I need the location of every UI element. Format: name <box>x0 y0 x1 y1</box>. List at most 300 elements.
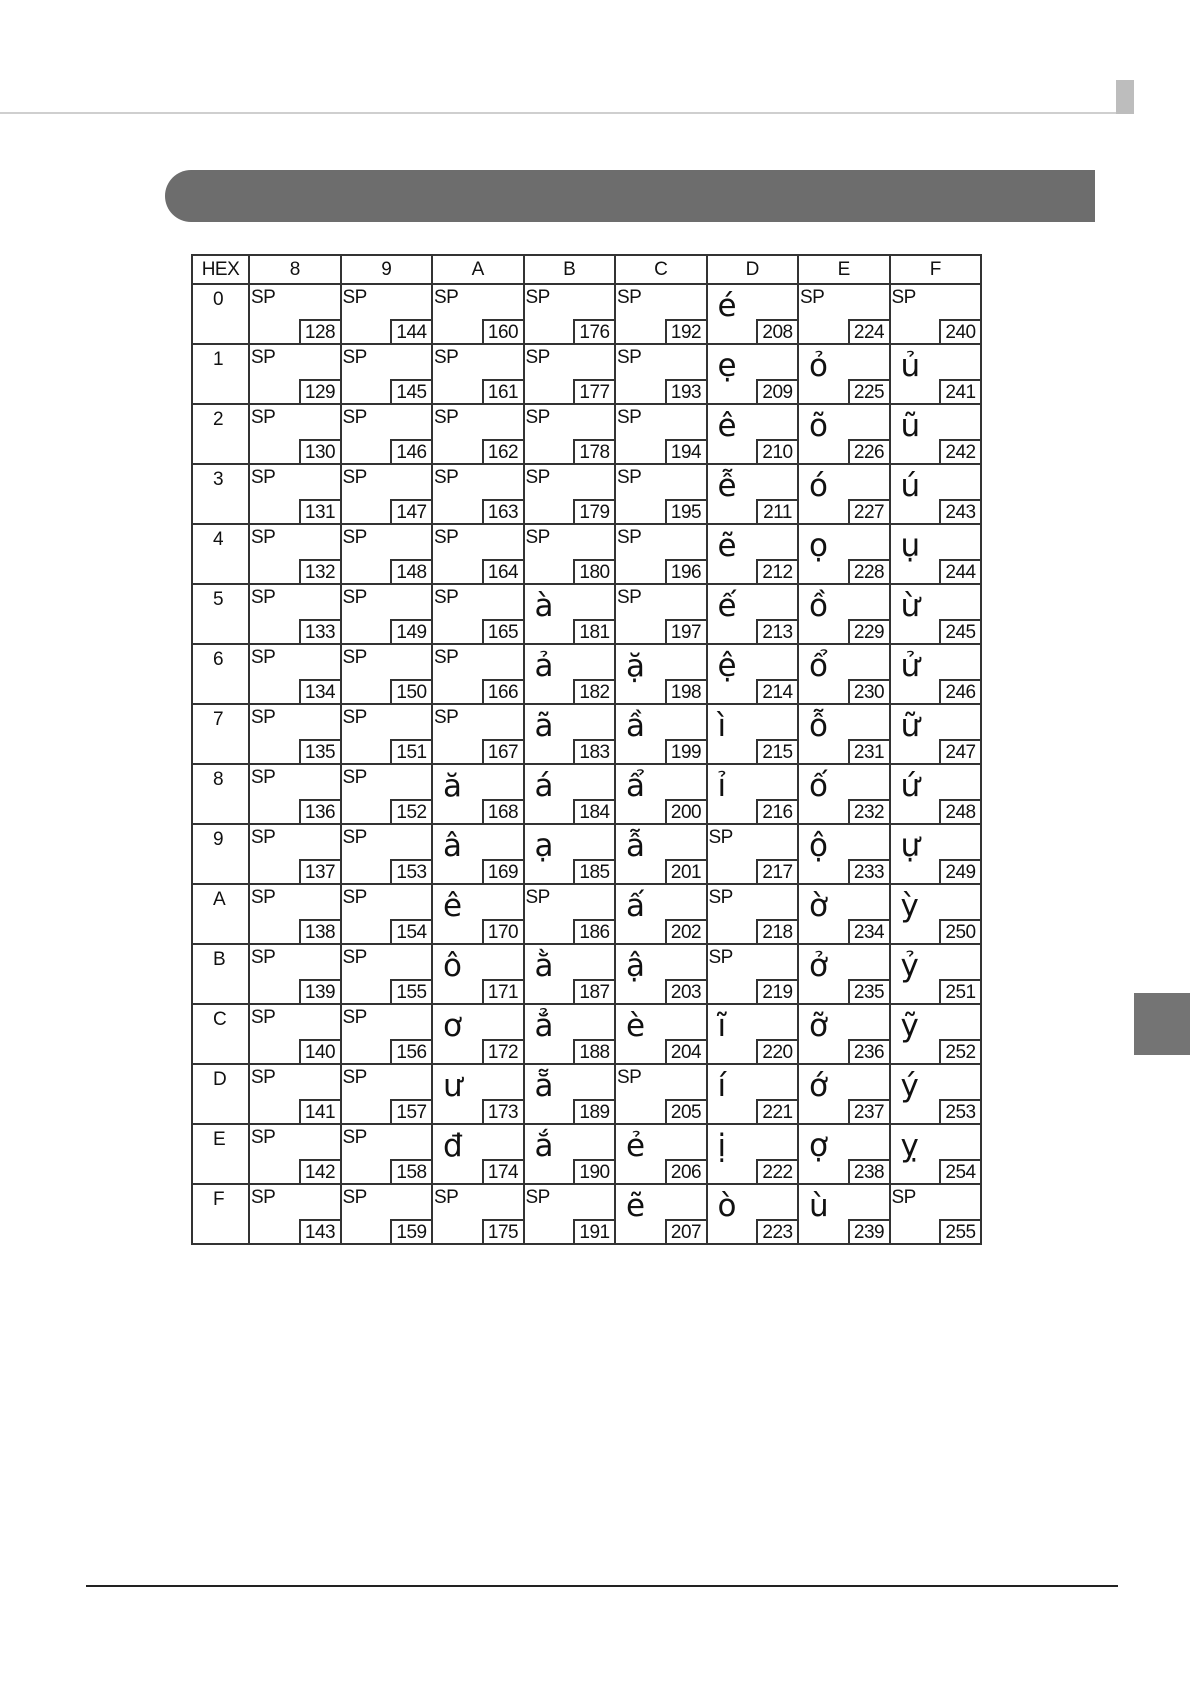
table-cell <box>798 1124 890 1184</box>
table-cell <box>798 1184 890 1244</box>
character-glyph: ộ <box>809 828 828 864</box>
character-glyph: ê <box>443 888 463 924</box>
decimal-code: 191 <box>573 1219 614 1243</box>
table-cell <box>707 764 799 824</box>
decimal-code: 168 <box>482 799 523 823</box>
decimal-code: 143 <box>299 1219 340 1243</box>
decimal-code: 129 <box>299 379 340 403</box>
decimal-code: 132 <box>299 559 340 583</box>
decimal-code: 222 <box>756 1159 797 1183</box>
decimal-code: 218 <box>756 919 797 943</box>
character-glyph: ắ <box>534 1128 554 1164</box>
space-label: SP <box>342 527 367 548</box>
decimal-code: 251 <box>939 979 980 1003</box>
character-glyph: ẫ <box>626 828 645 864</box>
table-cell <box>341 584 433 644</box>
space-label: SP <box>617 587 642 608</box>
table-cell <box>798 344 890 404</box>
decimal-code: 174 <box>482 1159 523 1183</box>
table-cell <box>890 584 982 644</box>
decimal-code: 212 <box>756 559 797 583</box>
decimal-code: 248 <box>939 799 980 823</box>
row-header: 1 <box>192 344 249 404</box>
space-label: SP <box>617 407 642 428</box>
space-label: SP <box>251 347 276 368</box>
table-cell <box>890 344 982 404</box>
table-cell <box>890 704 982 764</box>
column-header: D <box>707 255 799 284</box>
row-header: 9 <box>192 824 249 884</box>
decimal-code: 216 <box>756 799 797 823</box>
decimal-code: 131 <box>299 499 340 523</box>
decimal-code: 219 <box>756 979 797 1003</box>
space-label: SP <box>525 347 550 368</box>
table-cell <box>798 1064 890 1124</box>
table-row <box>192 764 981 824</box>
header-tab-marker <box>1116 80 1134 114</box>
table-cell <box>707 704 799 764</box>
space-label: SP <box>525 407 550 428</box>
decimal-code: 169 <box>482 859 523 883</box>
space-label: SP <box>708 947 733 968</box>
table-cell <box>341 944 433 1004</box>
decimal-code: 243 <box>939 499 980 523</box>
decimal-code: 153 <box>390 859 431 883</box>
table-cell <box>615 764 707 824</box>
character-glyph: ọ <box>809 528 828 564</box>
decimal-code: 176 <box>573 319 614 343</box>
character-glyph: â <box>443 828 462 864</box>
character-glyph: ổ <box>809 648 828 684</box>
decimal-code: 235 <box>848 979 889 1003</box>
decimal-code: 178 <box>573 439 614 463</box>
table-cell <box>890 884 982 944</box>
decimal-code: 146 <box>390 439 431 463</box>
row-header: D <box>192 1064 249 1124</box>
decimal-code: 189 <box>573 1099 614 1123</box>
table-cell <box>798 524 890 584</box>
space-label: SP <box>342 707 367 728</box>
character-glyph: ả <box>534 648 554 684</box>
table-cell <box>524 764 616 824</box>
character-glyph: ỷ <box>900 948 919 984</box>
table-cell <box>249 1004 341 1064</box>
table-cell <box>707 464 799 524</box>
decimal-code: 239 <box>848 1219 889 1243</box>
table-cell <box>524 284 616 344</box>
table-cell <box>249 464 341 524</box>
space-label: SP <box>617 347 642 368</box>
table-cell <box>432 884 524 944</box>
decimal-code: 199 <box>665 739 706 763</box>
decimal-code: 166 <box>482 679 523 703</box>
table-row <box>192 1064 981 1124</box>
character-glyph: ớ <box>809 1068 828 1104</box>
decimal-code: 173 <box>482 1099 523 1123</box>
decimal-code: 180 <box>573 559 614 583</box>
table-cell <box>341 284 433 344</box>
decimal-code: 162 <box>482 439 523 463</box>
table-cell <box>890 464 982 524</box>
table-cell <box>432 344 524 404</box>
decimal-code: 175 <box>482 1219 523 1243</box>
table-cell <box>890 1124 982 1184</box>
column-header: F <box>890 255 982 284</box>
character-glyph: ă <box>443 768 462 804</box>
space-label: SP <box>342 1007 367 1028</box>
space-label: SP <box>434 287 459 308</box>
table-cell <box>798 464 890 524</box>
character-glyph: ố <box>809 768 828 804</box>
space-label: SP <box>891 1187 916 1208</box>
table-cell <box>249 644 341 704</box>
table-row <box>192 404 981 464</box>
character-glyph: ẩ <box>626 768 645 804</box>
decimal-code: 138 <box>299 919 340 943</box>
table-cell <box>615 1124 707 1184</box>
character-glyph: ấ <box>626 888 645 924</box>
space-label: SP <box>342 767 367 788</box>
decimal-code: 245 <box>939 619 980 643</box>
table-cell <box>798 824 890 884</box>
table-cell <box>615 824 707 884</box>
character-glyph: ô <box>443 948 462 984</box>
character-glyph: è <box>626 1008 646 1044</box>
column-header: B <box>524 255 616 284</box>
space-label: SP <box>800 287 825 308</box>
row-header: 8 <box>192 764 249 824</box>
decimal-code: 172 <box>482 1039 523 1063</box>
decimal-code: 238 <box>848 1159 889 1183</box>
character-glyph: ì <box>717 708 727 744</box>
decimal-code: 217 <box>756 859 797 883</box>
character-glyph: ử <box>900 648 921 684</box>
column-header: C <box>615 255 707 284</box>
decimal-code: 232 <box>848 799 889 823</box>
table-cell <box>707 284 799 344</box>
decimal-code: 133 <box>299 619 340 643</box>
decimal-code: 142 <box>299 1159 340 1183</box>
decimal-code: 183 <box>573 739 614 763</box>
row-header: 3 <box>192 464 249 524</box>
decimal-code: 202 <box>665 919 706 943</box>
space-label: SP <box>434 647 459 668</box>
decimal-code: 242 <box>939 439 980 463</box>
table-cell <box>432 824 524 884</box>
decimal-code: 137 <box>299 859 340 883</box>
decimal-code: 188 <box>573 1039 614 1063</box>
space-label: SP <box>342 407 367 428</box>
character-glyph: ú <box>900 468 921 504</box>
character-glyph: õ <box>809 408 828 444</box>
table-cell <box>615 1184 707 1244</box>
decimal-code: 200 <box>665 799 706 823</box>
table-cell <box>341 1184 433 1244</box>
table-cell <box>615 464 707 524</box>
table-cell <box>341 1124 433 1184</box>
row-header: B <box>192 944 249 1004</box>
table-cell <box>341 704 433 764</box>
space-label: SP <box>342 647 367 668</box>
decimal-code: 194 <box>665 439 706 463</box>
decimal-code: 164 <box>482 559 523 583</box>
table-cell <box>798 284 890 344</box>
table-cell <box>707 1124 799 1184</box>
table-cell <box>249 884 341 944</box>
decimal-code: 140 <box>299 1039 340 1063</box>
decimal-code: 193 <box>665 379 706 403</box>
decimal-code: 195 <box>665 499 706 523</box>
space-label: SP <box>342 287 367 308</box>
table-cell <box>341 404 433 464</box>
decimal-code: 213 <box>756 619 797 643</box>
table-cell <box>524 944 616 1004</box>
decimal-code: 156 <box>390 1039 431 1063</box>
character-glyph: ý <box>900 1068 919 1104</box>
character-glyph: ẳ <box>534 1008 554 1044</box>
row-header: E <box>192 1124 249 1184</box>
decimal-code: 161 <box>482 379 523 403</box>
table-cell <box>615 1064 707 1124</box>
character-glyph: ứ <box>900 768 921 804</box>
decimal-code: 196 <box>665 559 706 583</box>
table-cell <box>524 524 616 584</box>
table-cell <box>707 824 799 884</box>
decimal-code: 237 <box>848 1099 889 1123</box>
row-header: 4 <box>192 524 249 584</box>
row-header: 2 <box>192 404 249 464</box>
table-header-row <box>192 255 981 284</box>
space-label: SP <box>617 527 642 548</box>
character-glyph: à <box>534 588 554 624</box>
row-header: 7 <box>192 704 249 764</box>
decimal-code: 179 <box>573 499 614 523</box>
table-cell <box>890 824 982 884</box>
space-label: SP <box>251 827 276 848</box>
decimal-code: 250 <box>939 919 980 943</box>
character-glyph: ê <box>717 408 737 444</box>
space-label: SP <box>434 587 459 608</box>
table-cell <box>524 824 616 884</box>
decimal-code: 182 <box>573 679 614 703</box>
space-label: SP <box>251 647 276 668</box>
space-label: SP <box>342 827 367 848</box>
table-cell <box>798 944 890 1004</box>
table-cell <box>524 704 616 764</box>
decimal-code: 144 <box>390 319 431 343</box>
row-header: F <box>192 1184 249 1244</box>
character-glyph: ẹ <box>717 348 737 384</box>
space-label: SP <box>251 287 276 308</box>
table-cell <box>798 1004 890 1064</box>
table-cell <box>707 1004 799 1064</box>
decimal-code: 228 <box>848 559 889 583</box>
table-cell <box>341 764 433 824</box>
table-cell <box>890 404 982 464</box>
table-cell <box>615 1004 707 1064</box>
decimal-code: 159 <box>390 1219 431 1243</box>
table-cell <box>341 824 433 884</box>
space-label: SP <box>251 887 276 908</box>
decimal-code: 185 <box>573 859 614 883</box>
table-cell <box>890 1064 982 1124</box>
space-label: SP <box>434 707 459 728</box>
table-cell <box>707 944 799 1004</box>
table-cell <box>249 524 341 584</box>
decimal-code: 252 <box>939 1039 980 1063</box>
decimal-code: 207 <box>665 1219 706 1243</box>
table-cell <box>615 284 707 344</box>
character-glyph: ở <box>809 948 828 984</box>
table-cell <box>432 944 524 1004</box>
character-glyph: ẵ <box>534 1068 554 1104</box>
table-cell <box>341 644 433 704</box>
space-label: SP <box>434 407 459 428</box>
space-label: SP <box>708 887 733 908</box>
decimal-code: 220 <box>756 1039 797 1063</box>
decimal-code: 206 <box>665 1159 706 1183</box>
table-cell <box>432 1004 524 1064</box>
decimal-code: 147 <box>390 499 431 523</box>
decimal-code: 225 <box>848 379 889 403</box>
table-cell <box>432 644 524 704</box>
space-label: SP <box>708 827 733 848</box>
character-glyph: á <box>534 768 554 804</box>
decimal-code: 209 <box>756 379 797 403</box>
table-cell <box>341 884 433 944</box>
table-cell <box>707 524 799 584</box>
table-cell <box>341 1004 433 1064</box>
table-row <box>192 284 981 344</box>
decimal-code: 227 <box>848 499 889 523</box>
table-row <box>192 884 981 944</box>
column-header: A <box>432 255 524 284</box>
hex-corner-header: HEX <box>192 255 249 284</box>
decimal-code: 215 <box>756 739 797 763</box>
table-cell <box>432 704 524 764</box>
space-label: SP <box>891 287 916 308</box>
character-glyph: ằ <box>534 948 554 984</box>
table-cell <box>432 1064 524 1124</box>
table-cell <box>707 1064 799 1124</box>
column-header: 8 <box>249 255 341 284</box>
table-cell <box>524 1124 616 1184</box>
table-cell <box>249 1124 341 1184</box>
character-code-table <box>191 254 982 1245</box>
decimal-code: 224 <box>848 319 889 343</box>
space-label: SP <box>251 407 276 428</box>
space-label: SP <box>251 1067 276 1088</box>
table-cell <box>798 704 890 764</box>
decimal-code: 192 <box>665 319 706 343</box>
decimal-code: 234 <box>848 919 889 943</box>
decimal-code: 203 <box>665 979 706 1003</box>
space-label: SP <box>251 947 276 968</box>
space-label: SP <box>434 347 459 368</box>
space-label: SP <box>342 1127 367 1148</box>
table-row <box>192 1124 981 1184</box>
decimal-code: 170 <box>482 919 523 943</box>
space-label: SP <box>251 467 276 488</box>
header-rule <box>0 112 1134 114</box>
row-header: A <box>192 884 249 944</box>
decimal-code: 150 <box>390 679 431 703</box>
table-cell <box>890 524 982 584</box>
space-label: SP <box>525 527 550 548</box>
character-glyph: ó <box>809 468 828 504</box>
space-label: SP <box>434 467 459 488</box>
decimal-code: 135 <box>299 739 340 763</box>
table-cell <box>615 344 707 404</box>
character-glyph: ị <box>717 1128 727 1164</box>
table-cell <box>524 1004 616 1064</box>
character-glyph: ồ <box>809 588 828 624</box>
space-label: SP <box>525 467 550 488</box>
decimal-code: 230 <box>848 679 889 703</box>
decimal-code: 148 <box>390 559 431 583</box>
decimal-code: 171 <box>482 979 523 1003</box>
decimal-code: 223 <box>756 1219 797 1243</box>
decimal-code: 139 <box>299 979 340 1003</box>
space-label: SP <box>251 587 276 608</box>
character-glyph: ù <box>809 1188 829 1224</box>
character-glyph: ệ <box>717 648 737 684</box>
character-glyph: ặ <box>626 648 645 684</box>
section-title-bar <box>165 170 1095 222</box>
character-glyph: ư <box>443 1068 463 1104</box>
decimal-code: 231 <box>848 739 889 763</box>
table-body <box>192 284 981 1244</box>
decimal-code: 167 <box>482 739 523 763</box>
table-row <box>192 944 981 1004</box>
decimal-code: 187 <box>573 979 614 1003</box>
table-cell <box>524 1064 616 1124</box>
table-cell <box>798 584 890 644</box>
table-cell <box>432 524 524 584</box>
space-label: SP <box>342 1187 367 1208</box>
decimal-code: 241 <box>939 379 980 403</box>
table-cell <box>890 1184 982 1244</box>
decimal-code: 247 <box>939 739 980 763</box>
table-cell <box>524 644 616 704</box>
table-cell <box>890 284 982 344</box>
table-row <box>192 464 981 524</box>
table-row <box>192 644 981 704</box>
decimal-code: 157 <box>390 1099 431 1123</box>
decimal-code: 205 <box>665 1099 706 1123</box>
decimal-code: 201 <box>665 859 706 883</box>
decimal-code: 141 <box>299 1099 340 1123</box>
decimal-code: 246 <box>939 679 980 703</box>
decimal-code: 128 <box>299 319 340 343</box>
decimal-code: 134 <box>299 679 340 703</box>
table-cell <box>798 644 890 704</box>
table-cell <box>249 704 341 764</box>
decimal-code: 236 <box>848 1039 889 1063</box>
table-cell <box>615 584 707 644</box>
character-glyph: ò <box>717 1188 737 1224</box>
decimal-code: 186 <box>573 919 614 943</box>
character-glyph: đ <box>443 1128 463 1164</box>
footer-rule <box>86 1585 1118 1587</box>
table-cell <box>341 464 433 524</box>
decimal-code: 163 <box>482 499 523 523</box>
character-glyph: ự <box>900 828 921 864</box>
table-cell <box>432 584 524 644</box>
space-label: SP <box>617 287 642 308</box>
decimal-code: 136 <box>299 799 340 823</box>
table-row <box>192 584 981 644</box>
